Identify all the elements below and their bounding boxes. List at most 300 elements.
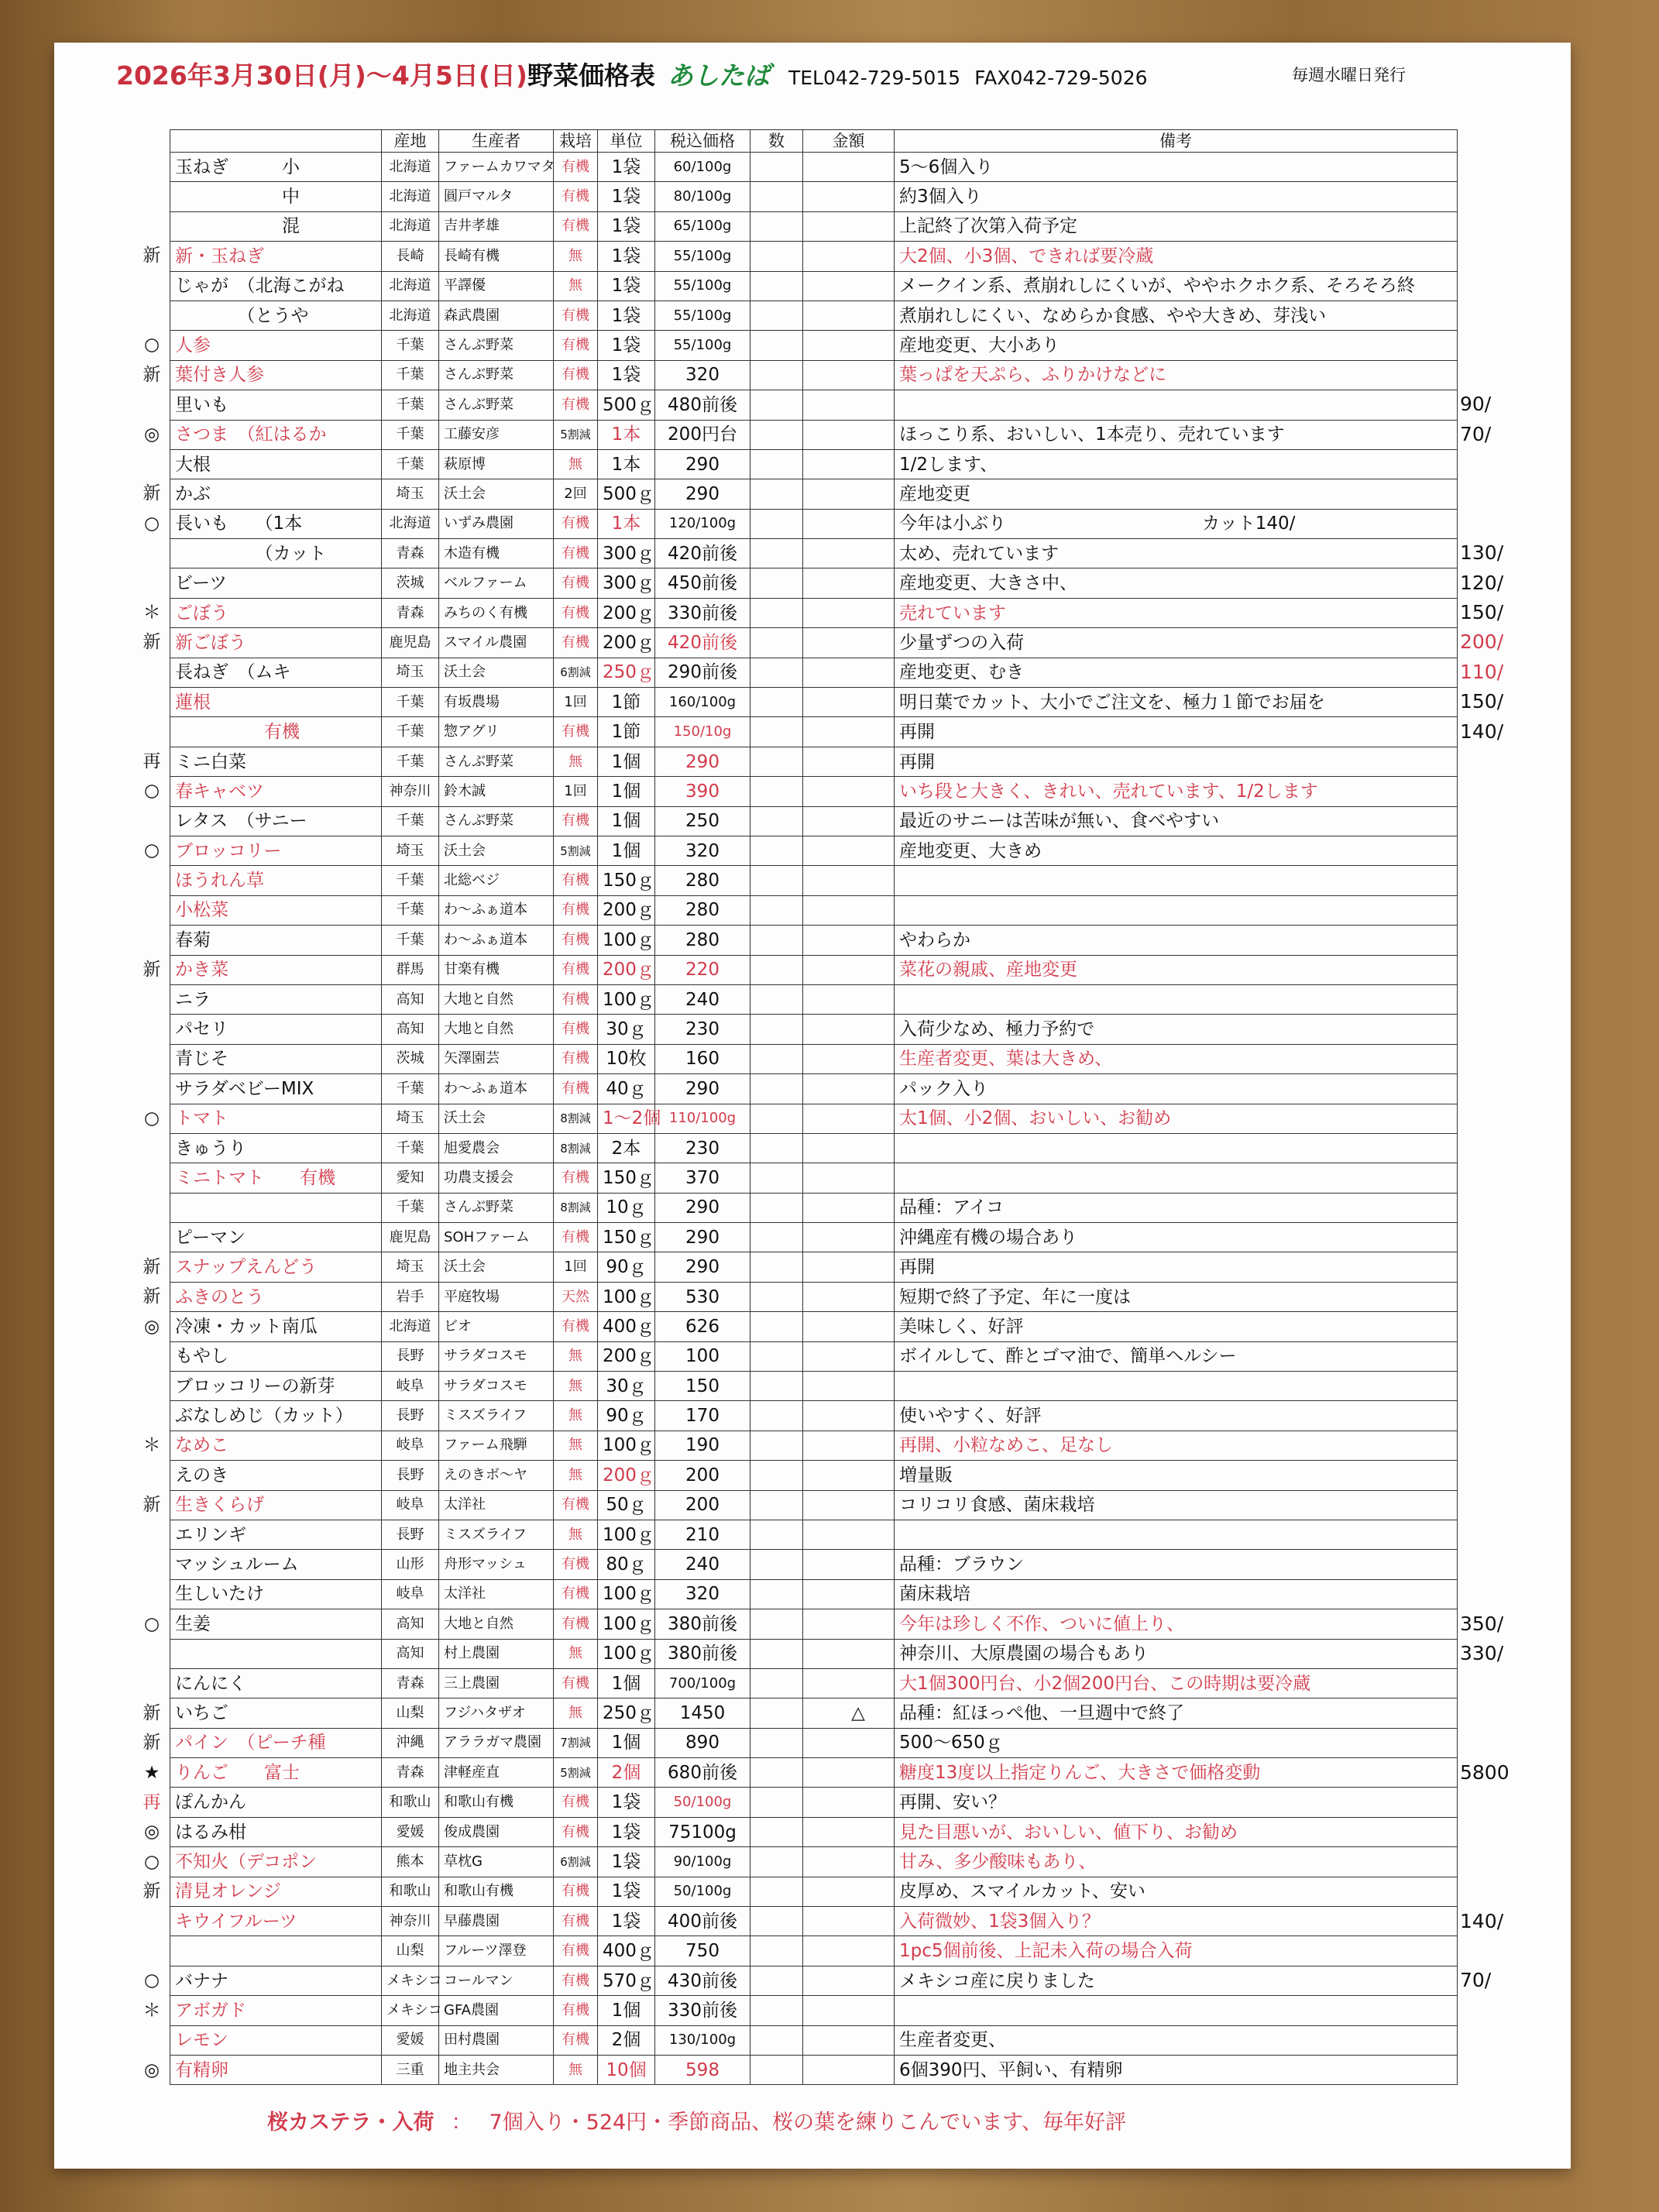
producer-cell: 村上農園 (439, 1639, 554, 1668)
col-header (170, 130, 382, 153)
cultivation-cell: 有機 (554, 806, 598, 836)
unit-cell: 100ｇ (598, 1282, 655, 1311)
row-mark: ◎ (143, 1822, 160, 1843)
table-row (170, 926, 1458, 955)
unit-cell: 100ｇ (598, 1639, 655, 1668)
price-cell: 330前後 (655, 1996, 750, 2025)
unit-cell: 2個 (598, 1758, 655, 1788)
quantity-cell (750, 2025, 803, 2055)
cultivation-cell: 無 (554, 1431, 598, 1460)
note-cell: やわらか (895, 926, 1458, 955)
origin-cell: 山梨 (382, 1936, 439, 1966)
note-cell: 産地変更 (895, 479, 1458, 509)
price-cell: 330前後 (655, 598, 750, 627)
note-cell: 菜花の親戚、産地変更 (895, 955, 1458, 984)
triangle-mark: △ (851, 1702, 865, 1723)
quantity-cell (750, 509, 803, 538)
cultivation-cell: 6割減 (554, 1847, 598, 1877)
table-row (170, 598, 1458, 627)
origin-cell: 岐阜 (382, 1579, 439, 1609)
cultivation-cell: 天然 (554, 1282, 598, 1311)
item-name: 春菊 (170, 926, 382, 955)
quantity-cell (750, 1372, 803, 1401)
origin-cell: 千葉 (382, 1193, 439, 1222)
cultivation-cell: 有機 (554, 895, 598, 925)
footer-notice (267, 2105, 1126, 2135)
table-row (170, 1372, 1458, 1401)
table-row (170, 1520, 1458, 1549)
item-name: レモン (170, 2025, 382, 2055)
producer-cell: 沃土会 (439, 479, 554, 509)
table-row (170, 688, 1458, 717)
cultivation-cell: 有機 (554, 568, 598, 598)
unit-cell: 570ｇ (598, 1966, 655, 1995)
price-cell: 890 (655, 1728, 750, 1757)
unit-cell: 500ｇ (598, 390, 655, 420)
price-cell: 370 (655, 1163, 750, 1193)
quantity-cell (750, 182, 803, 211)
item-name: 中 (170, 182, 382, 211)
quantity-cell (750, 1163, 803, 1193)
origin-cell: 山梨 (382, 1698, 439, 1728)
price-cell: 320 (655, 836, 750, 865)
cultivation-cell: 無 (554, 1341, 598, 1371)
price-cell: 120/100g (655, 509, 750, 538)
price-cell: 55/100g (655, 331, 750, 360)
price-cell: 290前後 (655, 658, 750, 687)
cultivation-cell: 有機 (554, 182, 598, 211)
quantity-cell (750, 1728, 803, 1757)
cultivation-cell: 無 (554, 1698, 598, 1728)
price-cell: 390 (655, 777, 750, 806)
price-cell: 250 (655, 806, 750, 836)
cultivation-cell: 有機 (554, 926, 598, 955)
item-name: ぽんかん (170, 1788, 382, 1817)
item-name: 葉付き人参 (170, 360, 382, 390)
price-cell: 65/100g (655, 211, 750, 241)
item-name: 生きくらげ (170, 1490, 382, 1520)
origin-cell: 岐阜 (382, 1431, 439, 1460)
amount-cell (803, 1044, 895, 1073)
amount-cell (803, 1668, 895, 1698)
row-mark: 新 (143, 1495, 161, 1515)
note-cell: 大1個300円台、小2個200円台、この時期は要冷蔵 (895, 1668, 1458, 1698)
row-mark: 新 (143, 1733, 161, 1753)
cultivation-cell: 2回 (554, 479, 598, 509)
origin-cell: 岩手 (382, 1282, 439, 1311)
note-cell: ボイルして、酢とゴマ油で、簡単ヘルシー (895, 1341, 1458, 1371)
price-cell: 100 (655, 1341, 750, 1371)
unit-cell: 1個 (598, 747, 655, 776)
cultivation-cell: 有機 (554, 360, 598, 390)
producer-cell: 和歌山有機 (439, 1788, 554, 1817)
note-cell: 品種：アイコ (895, 1193, 1458, 1222)
amount-cell (803, 420, 895, 449)
note-cell: メークイン系、煮崩れしにくいが、ややホクホク系、そろそろ終 (895, 271, 1458, 301)
quantity-cell (750, 331, 803, 360)
note-cell: 入荷少なめ、極力予約で (895, 1015, 1458, 1044)
table-row (170, 182, 1458, 211)
publish-note: 毎週水曜日発行 (1292, 66, 1406, 84)
amount-cell (803, 777, 895, 806)
quantity-cell (750, 301, 803, 330)
row-mark: 再 (143, 751, 161, 771)
producer-cell: 平庭牧場 (439, 1282, 554, 1311)
amount-cell (803, 509, 895, 538)
note-cell: 産地変更、大きめ (895, 836, 1458, 865)
note-cell: 産地変更、大きさ中、 (895, 568, 1458, 598)
amount-cell (803, 1550, 895, 1579)
note-cell: 見た目悪いが、おいしい、値下り、お勧め (895, 1817, 1458, 1846)
cultivation-cell: 有機 (554, 1550, 598, 1579)
producer-cell: 大地と自然 (439, 1609, 554, 1639)
price-cell: 200 (655, 1490, 750, 1520)
table-row (170, 360, 1458, 390)
table-row (170, 836, 1458, 865)
price-cell: 50/100g (655, 1877, 750, 1906)
table-row (170, 1490, 1458, 1520)
amount-cell (803, 1609, 895, 1639)
unit-cell: 1袋 (598, 331, 655, 360)
note-cell: 再開、小粒なめこ、足なし (895, 1431, 1458, 1460)
item-name: バナナ (170, 1966, 382, 1995)
note-cell: 再開 (895, 717, 1458, 747)
quantity-cell (750, 1133, 803, 1163)
origin-cell: 青森 (382, 1668, 439, 1698)
price-cell: 290 (655, 479, 750, 509)
note-cell (895, 984, 1458, 1014)
price-cell: 160 (655, 1044, 750, 1073)
side-price: 350/ (1460, 1612, 1504, 1635)
amount-cell (803, 449, 895, 479)
row-mark: ★ (143, 1762, 160, 1783)
item-name: サラダベビーMIX (170, 1074, 382, 1104)
price-cell: 60/100g (655, 153, 750, 182)
amount-cell (803, 1104, 895, 1133)
unit-cell: 100ｇ (598, 1520, 655, 1549)
cultivation-cell: 有機 (554, 1877, 598, 1906)
cultivation-cell: 有機 (554, 539, 598, 568)
quantity-cell (750, 955, 803, 984)
origin-cell: 青森 (382, 598, 439, 627)
quantity-cell (750, 449, 803, 479)
cultivation-cell: 無 (554, 1461, 598, 1490)
item-name: ビーツ (170, 568, 382, 598)
table-row (170, 777, 1458, 806)
unit-cell: 50ｇ (598, 1490, 655, 1520)
price-cell: 290 (655, 747, 750, 776)
item-name: 大根 (170, 449, 382, 479)
price-cell: 80/100g (655, 182, 750, 211)
item-name: スナップえんどう (170, 1252, 382, 1282)
price-cell: 450前後 (655, 568, 750, 598)
cultivation-cell: 有機 (554, 1490, 598, 1520)
row-mark: 新 (143, 1702, 161, 1723)
table-row (170, 1550, 1458, 1579)
origin-cell: 千葉 (382, 331, 439, 360)
row-mark: 新 (143, 1881, 161, 1902)
note-cell (895, 866, 1458, 895)
price-cell: 110/100g (655, 1104, 750, 1133)
item-name (170, 1936, 382, 1966)
price-cell: 170 (655, 1401, 750, 1431)
quantity-cell (750, 777, 803, 806)
quantity-cell (750, 688, 803, 717)
cultivation-cell: 7割減 (554, 1728, 598, 1757)
amount-cell (803, 1193, 895, 1222)
table-row (170, 1639, 1458, 1668)
cultivation-cell: 有機 (554, 1579, 598, 1609)
quantity-cell (750, 598, 803, 627)
side-price: 110/ (1460, 660, 1504, 683)
quantity-cell (750, 628, 803, 658)
cultivation-cell: 有機 (554, 1223, 598, 1252)
item-name: 有精卵 (170, 2056, 382, 2085)
table-row (170, 301, 1458, 330)
cultivation-cell: 無 (554, 2056, 598, 2085)
cultivation-cell: 有機 (554, 153, 598, 182)
item-name: にんにく (170, 1668, 382, 1698)
producer-cell: サラダコスモ (439, 1372, 554, 1401)
table-row (170, 1996, 1458, 2025)
origin-cell: 北海道 (382, 271, 439, 301)
cultivation-cell: 5割減 (554, 420, 598, 449)
cultivation-cell: 無 (554, 1372, 598, 1401)
item-name: アボガド (170, 1996, 382, 2025)
origin-cell: 埼玉 (382, 836, 439, 865)
origin-cell: 千葉 (382, 1133, 439, 1163)
producer-cell: 沃土会 (439, 836, 554, 865)
item-name: きゅうり (170, 1133, 382, 1163)
table-row (170, 1907, 1458, 1936)
unit-cell: 40ｇ (598, 1074, 655, 1104)
quantity-cell (750, 1044, 803, 1073)
fax-number: FAX042-729-5026 (974, 67, 1148, 89)
amount-cell (803, 1312, 895, 1341)
table-row (170, 658, 1458, 687)
item-name: もやし (170, 1341, 382, 1371)
row-mark: 新 (143, 1256, 161, 1277)
cultivation-cell: 有機 (554, 301, 598, 330)
amount-cell (803, 926, 895, 955)
origin-cell: メキシコ (382, 1966, 439, 1995)
row-mark: ○ (143, 513, 160, 534)
producer-cell: 有坂農場 (439, 688, 554, 717)
col-header: 数 (750, 130, 803, 153)
note-cell (895, 1133, 1458, 1163)
origin-cell: 長野 (382, 1401, 439, 1431)
unit-cell: 1袋 (598, 1817, 655, 1846)
note-cell: 500～650ｇ (895, 1728, 1458, 1757)
table-row (170, 509, 1458, 538)
row-mark: 新 (143, 959, 161, 980)
unit-cell: 100ｇ (598, 1609, 655, 1639)
quantity-cell (750, 717, 803, 747)
unit-cell: 100ｇ (598, 926, 655, 955)
quantity-cell (750, 1579, 803, 1609)
item-name: ふきのとう (170, 1282, 382, 1311)
note-cell: 上記終了次第入荷予定 (895, 211, 1458, 241)
producer-cell: 工藤安彦 (439, 420, 554, 449)
quantity-cell (750, 1461, 803, 1490)
item-name: じゃが （北海こがね (170, 271, 382, 301)
table-row (170, 1223, 1458, 1252)
unit-cell: 1本 (598, 509, 655, 538)
origin-cell: 千葉 (382, 717, 439, 747)
price-cell: 240 (655, 1550, 750, 1579)
origin-cell: 埼玉 (382, 479, 439, 509)
amount-cell (803, 1074, 895, 1104)
price-cell: 750 (655, 1936, 750, 1966)
cultivation-cell: 有機 (554, 1015, 598, 1044)
table-row (170, 211, 1458, 241)
producer-cell: 沃土会 (439, 658, 554, 687)
price-cell: 90/100g (655, 1847, 750, 1877)
producer-cell: 吉井孝雄 (439, 211, 554, 241)
origin-cell: 埼玉 (382, 1252, 439, 1282)
item-name: トマト (170, 1104, 382, 1133)
row-mark: 新 (143, 364, 161, 385)
producer-cell: ミスズライフ (439, 1401, 554, 1431)
table-row (170, 1193, 1458, 1222)
row-mark: ＊ (143, 2000, 161, 2021)
producer-cell: 大地と自然 (439, 984, 554, 1014)
side-price: 70/ (1460, 1969, 1492, 1992)
quantity-cell (750, 1788, 803, 1817)
amount-cell (803, 539, 895, 568)
unit-cell: 400ｇ (598, 1936, 655, 1966)
note-cell: 6個390円、平飼い、有精卵 (895, 2056, 1458, 2085)
producer-cell: わ～ふぁ道本 (439, 926, 554, 955)
unit-cell: 1個 (598, 836, 655, 865)
quantity-cell (750, 1312, 803, 1341)
note-cell: 品種：紅ほっぺ他、一旦週中で終了 (895, 1698, 1458, 1728)
note-cell: コリコリ食感、菌床栽培 (895, 1490, 1458, 1520)
price-cell: 150/10g (655, 717, 750, 747)
side-price: 140/ (1460, 720, 1504, 743)
item-name: いちご (170, 1698, 382, 1728)
note-cell: 5～6個入り (895, 153, 1458, 182)
side-price: 150/ (1460, 690, 1504, 713)
note-cell: いち段と大きく、きれい、売れています、1/2します (895, 777, 1458, 806)
cultivation-cell: 6割減 (554, 658, 598, 687)
note-cell: 入荷微妙、1袋3個入り？ (895, 1907, 1458, 1936)
amount-cell (803, 1936, 895, 1966)
amount-cell (803, 895, 895, 925)
item-name: えのき (170, 1461, 382, 1490)
table-row (170, 895, 1458, 925)
amount-cell (803, 1431, 895, 1460)
note-cell: 葉っぱを天ぷら、ふりかけなどに (895, 360, 1458, 390)
sheet-header (116, 56, 1148, 90)
side-price: 330/ (1460, 1642, 1504, 1664)
producer-cell: 田村農園 (439, 2025, 554, 2055)
col-header: 生産者 (439, 130, 554, 153)
quantity-cell (750, 1639, 803, 1668)
quantity-cell (750, 1074, 803, 1104)
row-mark: ○ (143, 1613, 160, 1634)
unit-cell: 1個 (598, 1668, 655, 1698)
price-cell: 220 (655, 955, 750, 984)
origin-cell: 和歌山 (382, 1877, 439, 1906)
origin-cell: 高知 (382, 1609, 439, 1639)
producer-cell: 功農支援会 (439, 1163, 554, 1193)
amount-cell (803, 1579, 895, 1609)
price-cell: 320 (655, 360, 750, 390)
unit-cell: 100ｇ (598, 984, 655, 1014)
amount-cell (803, 866, 895, 895)
origin-cell: 北海道 (382, 301, 439, 330)
unit-cell: 400ｇ (598, 1312, 655, 1341)
table-row (170, 479, 1458, 509)
note-cell: 約3個入り (895, 182, 1458, 211)
cultivation-cell: 有機 (554, 509, 598, 538)
amount-cell (803, 1907, 895, 1936)
item-name: 不知火（デコポン (170, 1847, 382, 1877)
origin-cell: 愛媛 (382, 2025, 439, 2055)
unit-cell: 2本 (598, 1133, 655, 1163)
table-row (170, 153, 1458, 182)
table-row (170, 1847, 1458, 1877)
unit-cell: 200ｇ (598, 955, 655, 984)
producer-cell: GFA農園 (439, 1996, 554, 2025)
price-cell: 55/100g (655, 242, 750, 271)
row-mark: ○ (143, 1108, 160, 1128)
price-cell: 230 (655, 1015, 750, 1044)
note-cell: 最近のサニーは苦味が無い、食べやすい (895, 806, 1458, 836)
unit-cell: 150ｇ (598, 1163, 655, 1193)
table-row (170, 1133, 1458, 1163)
cultivation-cell: 有機 (554, 1074, 598, 1104)
amount-cell (803, 2025, 895, 2055)
amount-cell (803, 1788, 895, 1817)
cultivation-cell: 有機 (554, 390, 598, 420)
unit-cell: 80ｇ (598, 1550, 655, 1579)
quantity-cell (750, 271, 803, 301)
cultivation-cell: 有機 (554, 1788, 598, 1817)
note-cell: メキシコ産に戻りました (895, 1966, 1458, 1995)
origin-cell: 千葉 (382, 806, 439, 836)
quantity-cell (750, 1936, 803, 1966)
quantity-cell (750, 1223, 803, 1252)
table-row (170, 866, 1458, 895)
unit-cell: 250ｇ (598, 658, 655, 687)
cultivation-cell: 8割減 (554, 1104, 598, 1133)
note-cell: 再開 (895, 747, 1458, 776)
table-row (170, 806, 1458, 836)
note-cell: 生産者変更、 (895, 2025, 1458, 2055)
amount-cell (803, 1847, 895, 1877)
origin-cell: 鹿児島 (382, 628, 439, 658)
producer-cell: 長崎有機 (439, 242, 554, 271)
origin-cell: 岐阜 (382, 1490, 439, 1520)
amount-cell (803, 1341, 895, 1371)
item-name: ミニトマト 有機 (170, 1163, 382, 1193)
amount-cell (803, 1461, 895, 1490)
price-cell: 680前後 (655, 1758, 750, 1788)
cultivation-cell: 有機 (554, 331, 598, 360)
item-name: 生姜 (170, 1609, 382, 1639)
footer-item: 桜カステラ・入荷 (267, 2111, 434, 2135)
item-name: 里いも (170, 390, 382, 420)
amount-cell (803, 242, 895, 271)
cultivation-cell: 無 (554, 449, 598, 479)
quantity-cell (750, 806, 803, 836)
quantity-cell (750, 539, 803, 568)
item-name: 蓮根 (170, 688, 382, 717)
amount-cell (803, 2056, 895, 2085)
price-table (170, 129, 1458, 2085)
